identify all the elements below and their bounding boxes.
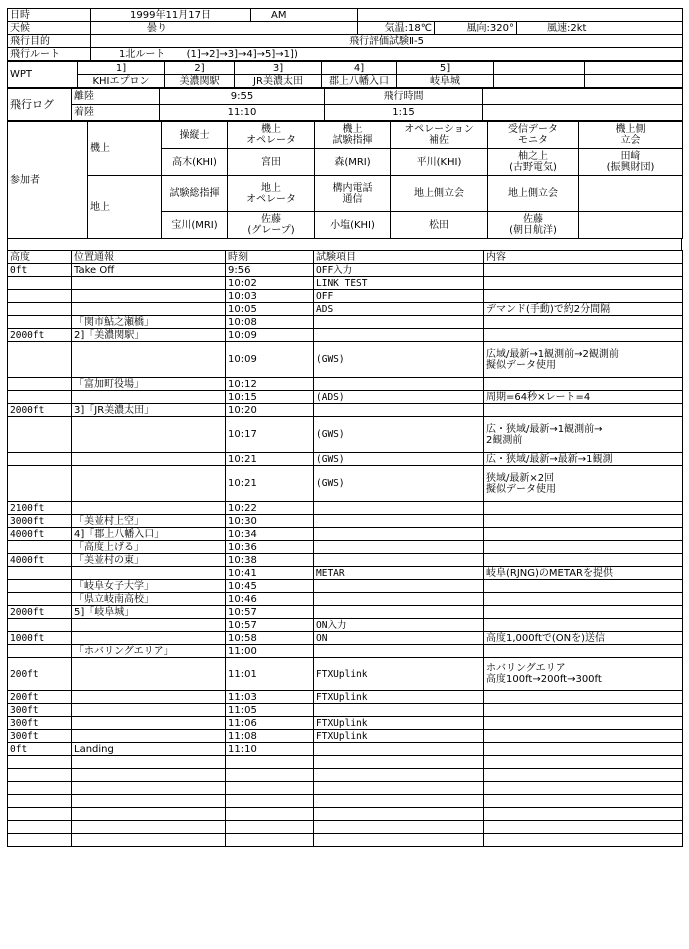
name-cell: 小塩(KHI) — [315, 212, 391, 239]
name-cell: 森(MRI) — [315, 149, 391, 176]
time-cell: 10:45 — [226, 580, 314, 593]
altitude-cell — [8, 342, 72, 378]
time-cell: 11:01 — [226, 658, 314, 691]
time-cell: 11:06 — [226, 717, 314, 730]
content-cell — [484, 743, 683, 756]
table-row — [8, 502, 683, 515]
altitude-cell — [8, 391, 72, 404]
altitude-cell: 2000ft — [8, 329, 72, 342]
position-cell: 「県立岐南高校」 — [72, 593, 226, 606]
altitude-cell — [8, 619, 72, 632]
table-row — [8, 466, 683, 502]
flight-test-sheet — [7, 8, 682, 847]
position-cell — [72, 704, 226, 717]
weather-label: 天候 — [8, 22, 91, 35]
name-cell: 高木(KHI) — [162, 149, 228, 176]
time-cell: 10:46 — [226, 593, 314, 606]
blank-row — [8, 834, 683, 847]
test-item-cell — [314, 329, 484, 342]
time-cell: 10:02 — [226, 277, 314, 290]
wpt-number: 5] — [397, 62, 494, 75]
blank-row — [8, 821, 683, 834]
date-value: 1999年11月17日 — [91, 9, 251, 22]
altitude-cell: 300ft — [8, 717, 72, 730]
altitude-cell — [8, 290, 72, 303]
time-cell: 10:09 — [226, 342, 314, 378]
participants-table — [7, 121, 683, 239]
table-row — [8, 453, 683, 466]
table-row — [8, 743, 683, 756]
position-cell: Landing — [72, 743, 226, 756]
altitude-cell: 300ft — [8, 704, 72, 717]
onboard-label: 機上 — [88, 122, 162, 176]
position-cell: 「岐阜女子大学」 — [72, 580, 226, 593]
flight-time-value: 1:15 — [325, 105, 483, 121]
content-cell: 広・狭域/最新→1観測前→ 2観測前 — [484, 417, 683, 453]
time-cell: 11:08 — [226, 730, 314, 743]
wpt-name: KHIエプロン — [78, 75, 165, 88]
wpt-name: JR美濃太田 — [235, 75, 322, 88]
position-cell — [72, 730, 226, 743]
content-cell: 狭域/最新×2回 擬似データ使用 — [484, 466, 683, 502]
role-cell: 受信データ モニタ — [488, 122, 579, 149]
test-item-cell: ADS — [314, 303, 484, 316]
content-cell — [484, 704, 683, 717]
table-row — [8, 645, 683, 658]
time-cell: 11:00 — [226, 645, 314, 658]
test-item-cell: FTXUplink — [314, 717, 484, 730]
content-cell: 高度1,000ftで(ONを)送信 — [484, 632, 683, 645]
test-item-cell: FTXUplink — [314, 730, 484, 743]
temperature: 気温:18℃ — [358, 22, 435, 35]
name-cell: 田﨑 (振興財団) — [579, 149, 683, 176]
content-cell — [484, 645, 683, 658]
test-item-cell — [314, 515, 484, 528]
table-row — [8, 316, 683, 329]
time-cell: 10:09 — [226, 329, 314, 342]
table-row — [8, 541, 683, 554]
time-cell: 10:15 — [226, 391, 314, 404]
content-cell — [484, 277, 683, 290]
table-row — [8, 606, 683, 619]
content-cell — [484, 580, 683, 593]
takeoff-time: 9:55 — [160, 89, 325, 105]
ground-label: 地上 — [88, 176, 162, 239]
wpt-label: WPT — [8, 62, 78, 88]
wpt-number: 1] — [78, 62, 165, 75]
altitude-cell — [8, 277, 72, 290]
column-header-content: 内容 — [484, 251, 683, 264]
table-row — [8, 277, 683, 290]
role-cell: 試験総指揮 — [162, 176, 228, 212]
position-cell: 「美並村の東」 — [72, 554, 226, 567]
date-label: 日時 — [8, 9, 91, 22]
test-item-cell: METAR — [314, 567, 484, 580]
position-cell — [72, 342, 226, 378]
test-item-cell — [314, 378, 484, 391]
blank-row — [8, 782, 683, 795]
column-header-time: 時刻 — [226, 251, 314, 264]
altitude-cell — [8, 580, 72, 593]
position-cell: Take Off — [72, 264, 226, 277]
position-cell: 「富加町役場」 — [72, 378, 226, 391]
test-item-cell: FTXUplink — [314, 691, 484, 704]
table-row — [8, 593, 683, 606]
test-item-cell — [314, 743, 484, 756]
test-item-cell: OFF入力 — [314, 264, 484, 277]
time-cell: 9:56 — [226, 264, 314, 277]
test-item-cell: LINK TEST — [314, 277, 484, 290]
test-item-cell: ON入力 — [314, 619, 484, 632]
position-cell: 4]「郡上八幡入口」 — [72, 528, 226, 541]
landing-time: 11:10 — [160, 105, 325, 121]
test-item-cell — [314, 554, 484, 567]
position-cell — [72, 466, 226, 502]
altitude-cell: 200ft — [8, 658, 72, 691]
test-item-cell: (ADS) — [314, 391, 484, 404]
time-cell: 10:20 — [226, 404, 314, 417]
position-cell — [72, 453, 226, 466]
test-item-cell: (GWS) — [314, 417, 484, 453]
test-item-cell — [314, 704, 484, 717]
test-item-cell — [314, 580, 484, 593]
altitude-cell — [8, 453, 72, 466]
altitude-cell — [8, 567, 72, 580]
altitude-cell: 0ft — [8, 743, 72, 756]
flight-log-table — [7, 88, 683, 121]
role-cell: オペレーション 補佐 — [391, 122, 488, 149]
time-cell: 10:57 — [226, 606, 314, 619]
name-cell: 佐藤 (グレープ) — [228, 212, 315, 239]
log-body — [8, 264, 683, 847]
position-cell — [72, 290, 226, 303]
content-cell — [484, 619, 683, 632]
table-row — [8, 329, 683, 342]
test-item-cell — [314, 404, 484, 417]
flight-log-label: 飛行ログ — [8, 89, 72, 121]
time-cell: 10:41 — [226, 567, 314, 580]
time-cell: 11:10 — [226, 743, 314, 756]
altitude-cell: 300ft — [8, 730, 72, 743]
content-cell: 広域/最新→1観測前→2観測前 擬似データ使用 — [484, 342, 683, 378]
time-cell: 10:38 — [226, 554, 314, 567]
position-cell: 3]「JR美濃太田」 — [72, 404, 226, 417]
wpt-number: 4] — [322, 62, 397, 75]
test-log-table — [7, 250, 683, 847]
content-cell — [484, 264, 683, 277]
content-cell — [484, 502, 683, 515]
table-row — [8, 404, 683, 417]
purpose-value: 飛行評価試験Ⅱ-5 — [91, 35, 683, 48]
content-cell — [484, 316, 683, 329]
content-cell: 広・狭域/最新→最新→1観測 — [484, 453, 683, 466]
position-cell — [72, 417, 226, 453]
table-row — [8, 632, 683, 645]
route-sequence: (1]→2]→3]→4]→5]→1]) — [186, 48, 298, 60]
table-row — [8, 264, 683, 277]
test-item-cell — [314, 316, 484, 329]
name-cell: 松田 — [391, 212, 488, 239]
test-item-cell: ON — [314, 632, 484, 645]
test-item-cell: OFF — [314, 290, 484, 303]
role-cell: 機上 試験指揮 — [315, 122, 391, 149]
test-item-cell — [314, 528, 484, 541]
altitude-cell: 1000ft — [8, 632, 72, 645]
table-row — [8, 691, 683, 704]
blank-row — [8, 756, 683, 769]
content-cell — [484, 717, 683, 730]
column-header-position: 位置通報 — [72, 251, 226, 264]
content-cell — [484, 404, 683, 417]
position-cell: 「関市鮎之瀬橋」 — [72, 316, 226, 329]
position-cell — [72, 658, 226, 691]
wpt-name: 岐阜城 — [397, 75, 494, 88]
name-cell: 平川(KHI) — [391, 149, 488, 176]
position-cell — [72, 277, 226, 290]
content-cell — [484, 691, 683, 704]
time-cell: 10:36 — [226, 541, 314, 554]
purpose-label: 飛行目的 — [8, 35, 91, 48]
header-table — [7, 8, 683, 61]
table-row — [8, 378, 683, 391]
altitude-cell — [8, 645, 72, 658]
participants-label: 参加者 — [8, 122, 88, 239]
time-cell: 10:58 — [226, 632, 314, 645]
time-cell: 10:22 — [226, 502, 314, 515]
landing-label: 着陸 — [72, 105, 160, 121]
position-cell: 2]「美濃関駅」 — [72, 329, 226, 342]
role-cell: 機上側 立会 — [579, 122, 683, 149]
content-cell — [484, 593, 683, 606]
content-cell — [484, 541, 683, 554]
position-cell: 5]「岐阜城」 — [72, 606, 226, 619]
altitude-cell: 0ft — [8, 264, 72, 277]
altitude-cell: 4000ft — [8, 528, 72, 541]
time-cell: 10:12 — [226, 378, 314, 391]
position-cell — [72, 303, 226, 316]
route-label: 飛行ルート — [8, 48, 91, 61]
time-cell: 10:05 — [226, 303, 314, 316]
position-cell: 「ホバリングエリア」 — [72, 645, 226, 658]
test-item-cell — [314, 502, 484, 515]
altitude-cell: 4000ft — [8, 554, 72, 567]
position-cell — [72, 502, 226, 515]
content-cell: 岐阜(RJNG)のMETARを提供 — [484, 567, 683, 580]
content-cell — [484, 730, 683, 743]
time-cell: 10:17 — [226, 417, 314, 453]
role-cell: 地上側立会 — [391, 176, 488, 212]
weather-value: 曇り — [91, 22, 358, 35]
table-row — [8, 290, 683, 303]
blank-row — [8, 769, 683, 782]
time-cell: 10:21 — [226, 466, 314, 502]
blank-row — [8, 808, 683, 821]
name-cell: 宝川(MRI) — [162, 212, 228, 239]
content-cell — [484, 606, 683, 619]
table-row — [8, 658, 683, 691]
table-row — [8, 417, 683, 453]
name-cell: 柚之上 (古野電気) — [488, 149, 579, 176]
test-item-cell: (GWS) — [314, 342, 484, 378]
position-cell — [72, 391, 226, 404]
role-cell: 地上 オペレータ — [228, 176, 315, 212]
wpt-number: 3] — [235, 62, 322, 75]
wind-speed: 風速:2kt — [517, 22, 683, 35]
name-cell: 宮田 — [228, 149, 315, 176]
altitude-cell: 2100ft — [8, 502, 72, 515]
time-cell: 10:34 — [226, 528, 314, 541]
wpt-number: 2] — [165, 62, 235, 75]
route-name: 1北ルート — [119, 48, 166, 60]
content-cell — [484, 378, 683, 391]
test-item-cell: (GWS) — [314, 453, 484, 466]
altitude-cell — [8, 316, 72, 329]
role-cell: 操縦士 — [162, 122, 228, 149]
table-row — [8, 567, 683, 580]
time-cell: 10:57 — [226, 619, 314, 632]
content-cell: 周期=64秒×レート=4 — [484, 391, 683, 404]
time-cell: 10:30 — [226, 515, 314, 528]
altitude-cell: 2000ft — [8, 404, 72, 417]
table-row — [8, 515, 683, 528]
time-cell: 10:21 — [226, 453, 314, 466]
blank-row — [8, 795, 683, 808]
spacer-row — [7, 239, 682, 250]
time-of-day: AM — [251, 9, 358, 22]
altitude-cell — [8, 541, 72, 554]
altitude-cell: 200ft — [8, 691, 72, 704]
table-row — [8, 303, 683, 316]
altitude-cell — [8, 303, 72, 316]
table-row — [8, 580, 683, 593]
content-cell — [484, 290, 683, 303]
altitude-cell: 2000ft — [8, 606, 72, 619]
wpt-name: 郡上八幡入口 — [322, 75, 397, 88]
content-cell — [484, 554, 683, 567]
table-row — [8, 391, 683, 404]
content-cell — [484, 528, 683, 541]
altitude-cell: 3000ft — [8, 515, 72, 528]
altitude-cell — [8, 466, 72, 502]
column-header-test-item: 試験項目 — [314, 251, 484, 264]
test-item-cell — [314, 593, 484, 606]
test-item-cell — [314, 541, 484, 554]
content-cell — [484, 515, 683, 528]
position-cell: 「高度上げる」 — [72, 541, 226, 554]
test-item-cell: FTXUplink — [314, 658, 484, 691]
table-row — [8, 717, 683, 730]
content-cell — [484, 329, 683, 342]
name-cell: 佐藤 (朝日航洋) — [488, 212, 579, 239]
role-cell: 地上側立会 — [488, 176, 579, 212]
altitude-cell — [8, 378, 72, 391]
role-cell: 構内電話 通信 — [315, 176, 391, 212]
altitude-cell — [8, 417, 72, 453]
time-cell: 11:03 — [226, 691, 314, 704]
test-item-cell: (GWS) — [314, 466, 484, 502]
table-row — [8, 342, 683, 378]
position-cell — [72, 632, 226, 645]
table-row — [8, 528, 683, 541]
flight-time-label: 飛行時間 — [325, 89, 483, 105]
position-cell — [72, 717, 226, 730]
table-row — [8, 730, 683, 743]
position-cell — [72, 619, 226, 632]
position-cell — [72, 567, 226, 580]
role-cell: 機上 オペレータ — [228, 122, 315, 149]
wpt-name: 美濃関駅 — [165, 75, 235, 88]
time-cell: 10:03 — [226, 290, 314, 303]
table-row — [8, 704, 683, 717]
takeoff-label: 離陸 — [72, 89, 160, 105]
time-cell: 10:08 — [226, 316, 314, 329]
content-cell: ホバリングエリア 高度100ft→200ft→300ft — [484, 658, 683, 691]
altitude-cell — [8, 593, 72, 606]
column-header-altitude: 高度 — [8, 251, 72, 264]
content-cell: デマンド(手動)で約2分間隔 — [484, 303, 683, 316]
wind-direction: 風向:320° — [435, 22, 517, 35]
waypoint-table — [7, 61, 683, 88]
test-item-cell — [314, 606, 484, 619]
test-item-cell — [314, 645, 484, 658]
table-row — [8, 554, 683, 567]
position-cell — [72, 691, 226, 704]
time-cell: 11:05 — [226, 704, 314, 717]
table-row — [8, 619, 683, 632]
position-cell: 「美並村上空」 — [72, 515, 226, 528]
